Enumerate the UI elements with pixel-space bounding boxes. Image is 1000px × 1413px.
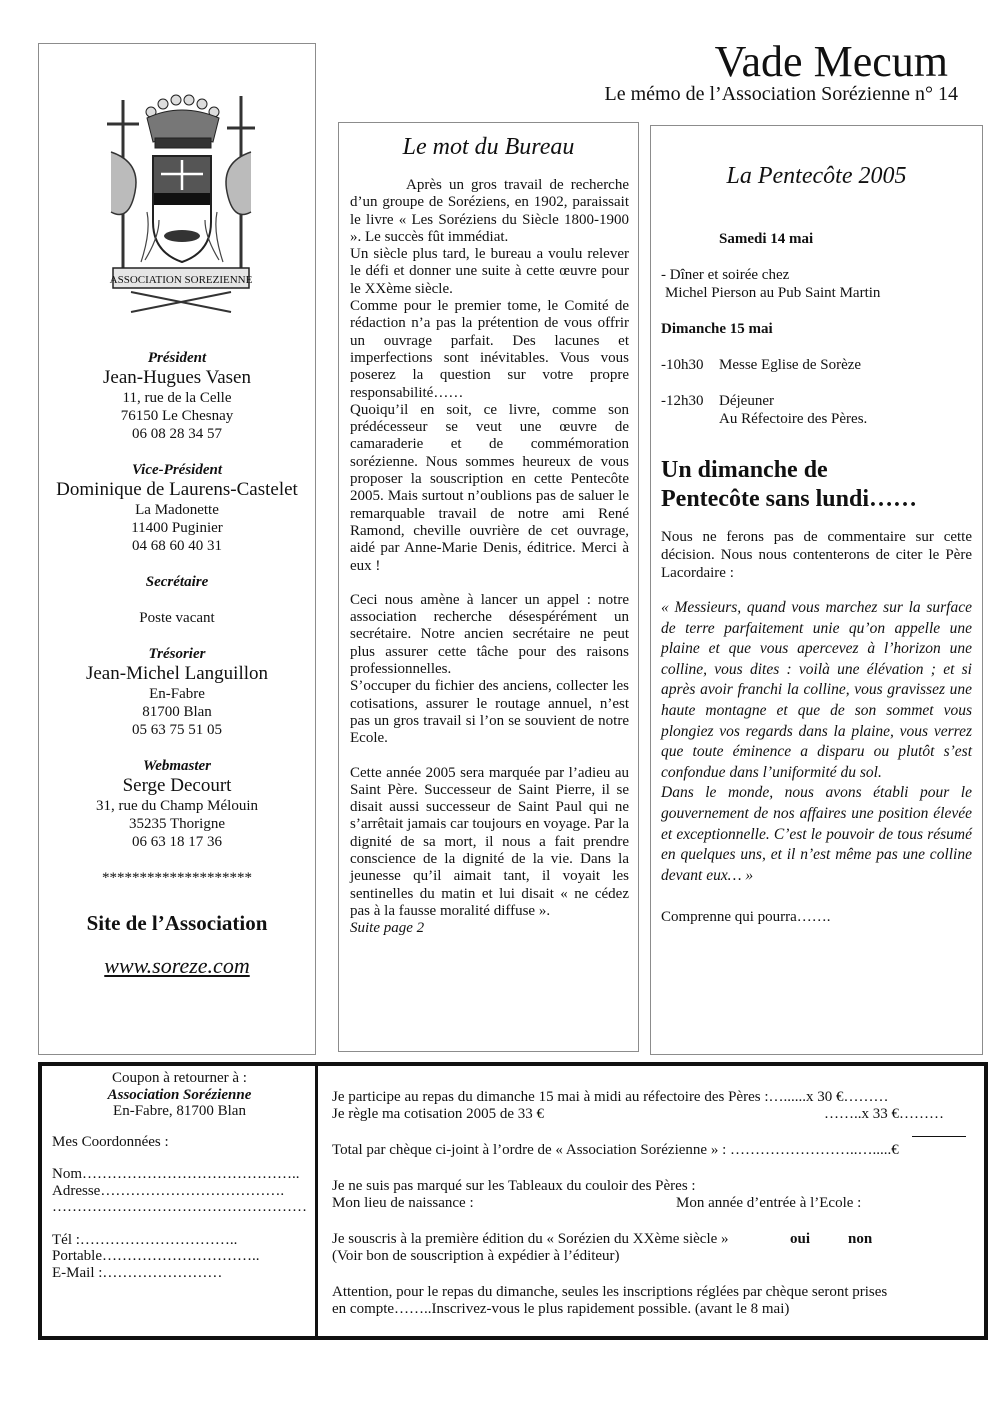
schedule-item-detail: Michel Pierson au Pub Saint Martin bbox=[665, 285, 881, 301]
schedule-day-saturday: Samedi 14 mai bbox=[719, 231, 814, 247]
birthplace-field[interactable]: Mon lieu de naissance : bbox=[332, 1195, 474, 1211]
paragraph: Ceci nous amène à lancer un appel : notre association recherche désespérément un secrétaire. Notre ancien secrétaire ne peut plus assurer cette tâche pour des raisons professionnelles. bbox=[350, 591, 629, 678]
officer-address: 11, rue de la Celle bbox=[122, 390, 232, 406]
meal-line[interactable]: Je participe au repas du dimanche 15 mai à midi au réfectoire des Pères :…......x 30 €……… bbox=[332, 1089, 889, 1105]
headline bbox=[661, 456, 972, 514]
schedule-title: La Pentecôte 2005 bbox=[726, 163, 907, 189]
address-field-line2[interactable]: …………………………………………… bbox=[52, 1199, 307, 1215]
paragraph: Comme pour le premier tome, le Comité de rédaction n’a pas la prétention de vous offrir un ouvrage parfait. Des lacunes et imperfections sont inévitables. Vous vous poserez la question sur votre propre responsabilité…… bbox=[350, 298, 629, 401]
svg-text:ASSOCIATION SOREZIENNE: ASSOCIATION SOREZIENNE bbox=[109, 274, 253, 286]
pentecost-panel bbox=[650, 125, 983, 1055]
schedule-item bbox=[661, 392, 972, 410]
coupon-return-label: Coupon à retourner à : bbox=[112, 1070, 247, 1086]
address-field[interactable]: Adresse………………………………. bbox=[52, 1182, 285, 1199]
dues-label: Je règle ma cotisation 2005 de 33 € bbox=[332, 1106, 545, 1122]
email-field[interactable]: E-Mail :…………………… bbox=[52, 1264, 223, 1281]
schedule-item bbox=[661, 356, 972, 374]
continued-note: Suite page 2 bbox=[350, 920, 425, 937]
paragraph: Cette année 2005 sera marquée par l’adieu au Saint Père. Successeur de Saint Pierre, il se disait aussi successeur de Saint Paul qui ne s’arrêtait jamais car toujours en voyage. Par la dignité de sa mort, il nous a fait prendre conscience de la dignité de la vie. Dans la jeunesse qu’il aimait tant, il voyait les sentinelles du matin et lui disait « ne cédez pas à la fausse moralité diffuse ». bbox=[350, 764, 629, 919]
newsletter-subtitle: Le mémo de l’Association Sorézienne n° 14 bbox=[604, 83, 958, 105]
birth-entry-line[interactable] bbox=[332, 1195, 970, 1212]
officer-address: 31, rue du Champ Mélouin bbox=[95, 798, 259, 814]
total-line[interactable] bbox=[332, 1142, 970, 1159]
name-field[interactable]: Nom…………………………………….. bbox=[52, 1166, 300, 1182]
officers-panel bbox=[38, 43, 316, 1055]
officer-role: Trésorier bbox=[148, 646, 206, 662]
officer-phone: 04 68 60 40 31 bbox=[132, 538, 222, 554]
officer-name: Jean-Michel Languillon bbox=[85, 663, 269, 684]
schedule-time: -12h30 bbox=[661, 393, 704, 409]
newsletter-title: Vade Mecum bbox=[714, 37, 948, 86]
attention-line: en compte……..Inscrivez-vous le plus rapidement possible. (avant le 8 mai) bbox=[332, 1301, 790, 1317]
officer-phone: 06 63 18 17 36 bbox=[132, 834, 222, 850]
coupon-divider bbox=[315, 1066, 318, 1336]
subscribe-note: (Voir bon de souscription à expédier à l’éditeur) bbox=[332, 1248, 620, 1264]
officer-secretary bbox=[39, 573, 315, 627]
bureau-article bbox=[338, 122, 639, 1052]
total-rule bbox=[912, 1136, 966, 1137]
officer-phone: 05 63 75 51 05 bbox=[132, 722, 222, 738]
paragraph: S’occuper du fichier des anciens, collecter les cotisations, assurer le routage annuel, n’est pas un gros travail si l’on se souvient de notre Ecole. bbox=[350, 678, 629, 747]
coupon-org: Association Sorézienne bbox=[107, 1086, 252, 1103]
intro-paragraph: Nous ne ferons pas de commentaire sur cette décision. Nous nous contenterons de citer le Père Lacordaire : bbox=[661, 529, 972, 581]
officer-city: 76150 Le Chesnay bbox=[120, 408, 234, 424]
officer-role: Webmaster bbox=[142, 758, 212, 774]
registration-coupon bbox=[38, 1062, 988, 1340]
schedule-day-sunday: Dimanche 15 mai bbox=[661, 321, 773, 337]
officer-address: En-Fabre bbox=[149, 686, 205, 702]
officer-city: 81700 Blan bbox=[142, 704, 212, 720]
officer-city: 35235 Thorigne bbox=[129, 816, 225, 832]
officer-vice-president bbox=[39, 461, 315, 555]
total-field[interactable]: Total par chèque ci-joint à l’ordre de « Association Sorézienne » : ……………………..….....€ bbox=[332, 1142, 899, 1158]
coupon-address: En-Fabre, 81700 Blan bbox=[113, 1103, 246, 1119]
schedule-text: Messe Eglise de Sorèze bbox=[719, 357, 862, 373]
entry-year-field[interactable]: Mon année d’entrée à l’Ecole : bbox=[676, 1195, 862, 1211]
article-title: Le mot du Bureau bbox=[402, 134, 575, 160]
phone-field[interactable]: Tél :………………………….. bbox=[52, 1231, 238, 1248]
schedule-item: - Dîner et soirée chez bbox=[661, 267, 790, 283]
site-label: Site de l’Association bbox=[86, 911, 268, 935]
officer-president bbox=[39, 349, 315, 443]
officer-address: La Madonette bbox=[135, 502, 219, 518]
attention-line: Attention, pour le repas du dimanche, seules les inscriptions réglées par chèque seront prises bbox=[332, 1284, 888, 1300]
headline-line: Un dimanche de bbox=[661, 457, 828, 483]
lacordaire-quote bbox=[661, 598, 972, 886]
schedule-item-detail: Au Réfectoire des Pères. bbox=[719, 411, 868, 427]
officer-phone: 06 08 28 34 57 bbox=[132, 426, 222, 442]
officer-status: Poste vacant bbox=[139, 610, 215, 626]
officer-role: Président bbox=[147, 350, 207, 366]
separator: ******************** bbox=[102, 870, 252, 886]
officer-role: Vice-Président bbox=[132, 462, 222, 478]
officer-webmaster bbox=[39, 757, 315, 851]
officer-city: 11400 Puginier bbox=[131, 520, 223, 536]
paragraph: Un siècle plus tard, le bureau a voulu relever le défi et donner une suite à cette œuvre pour le XXème siècle. bbox=[350, 246, 629, 297]
subscribe-label: Je souscris à la première édition du « Sorézien du XXème siècle » bbox=[332, 1231, 729, 1247]
officer-name: Jean-Hugues Vasen bbox=[103, 367, 251, 388]
quote-paragraph: Dans le monde, nous avons établi pour le gouvernement de nos affaires une position élevée et exceptionnelle. C’est le pouvoir de tous résumé en quelques uns, et il n’est même pas une colline devant eux… » bbox=[661, 784, 972, 884]
schedule-time: -10h30 bbox=[661, 357, 704, 373]
paragraph: Après un gros travail de recherche d’un groupe de Soréziens, en 1902, paraissait le livre « Les Soréziens du Siècle 1800-1900 ». Le succès fût immédiat. bbox=[350, 177, 629, 245]
coords-label: Mes Coordonnées : bbox=[52, 1133, 169, 1150]
subscribe-line bbox=[332, 1231, 970, 1248]
subscribe-no-option[interactable]: non bbox=[848, 1231, 873, 1247]
schedule-text: Déjeuner bbox=[719, 393, 774, 409]
headline-line: Pentecôte sans lundi…… bbox=[661, 486, 918, 512]
dues-line[interactable] bbox=[332, 1106, 970, 1123]
officer-role: Secrétaire bbox=[145, 574, 209, 590]
officer-treasurer bbox=[39, 645, 315, 739]
dues-amount-field[interactable]: ……..x 33 €……… bbox=[824, 1106, 944, 1122]
site-link[interactable]: www.soreze.com bbox=[104, 953, 250, 978]
mobile-field[interactable]: Portable………………………….. bbox=[52, 1248, 260, 1264]
officer-name: Dominique de Laurens-Castelet bbox=[56, 479, 298, 500]
coat-of-arms-icon bbox=[101, 72, 261, 332]
subscribe-yes-option[interactable]: oui bbox=[790, 1231, 811, 1247]
closing-remark: Comprenne qui pourra……. bbox=[661, 909, 831, 926]
coupon-contact-section bbox=[52, 1070, 307, 1281]
tableaux-label: Je ne suis pas marqué sur les Tableaux du couloir des Pères : bbox=[332, 1178, 696, 1194]
officer-name: Serge Decourt bbox=[122, 775, 232, 796]
paragraph: Quoiqu’il en soit, ce livre, comme son prédécesseur se veut une œuvre de camaraderie et de commémoration sorézienne. Nous sommes heureux de vous proposer la souscription en cette Pentecôte 2005. Mais surtout n’oublions pas de saluer le remarquable travail de notre ami René Ramond, cheville ouvrière de cet ouvrage, aidé par Anne-Marie Denis, éditrice. Merci à eux ! bbox=[350, 401, 629, 574]
quote-paragraph: « Messieurs, quand vous marchez sur la surface de terre parfaitement unie qu’on appelle une plaine et que vous apercevez à l’horizon une colline, vous dites : voilà une élévation ; et si après avoir franchi la colline, vous gravissez une haute montagne et que de son sommet vous plongiez vos regards dans la plaine, vous verrez que toute éminence a disparu ou plutôt s’est confondue dans l’uniformité du sol. bbox=[661, 599, 972, 781]
coupon-order-section bbox=[332, 1089, 970, 1318]
